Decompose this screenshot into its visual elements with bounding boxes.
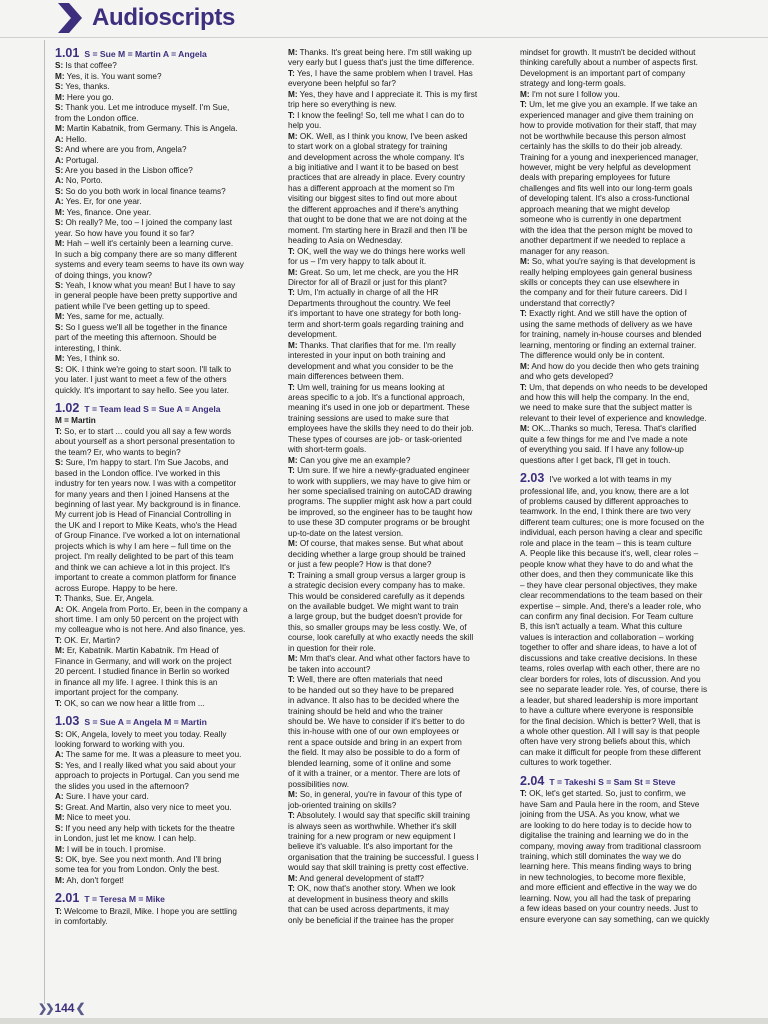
script-line: and development across the whole company. It's [288,152,465,162]
script-line: T: Welcome to Brazil, Mike. I hope you are settling [55,906,237,916]
script-line: how to provide motivation for their staff, that may [520,121,697,131]
track-heading [55,48,277,60]
track-number: 1.03 [55,714,80,729]
script-line: to work with suppliers, we may have to give him or [288,476,471,486]
script-line: development. [288,330,338,340]
script-line: blended learning, some of it online and some [288,758,451,768]
script-line: is always seen as worthwhile. Whether it's skill [288,821,457,831]
script-line: that can be used across departments, it may [288,905,450,915]
script-line: T: OK, let's get started. So, just to confirm, we [520,789,686,799]
script-line: B, this isn't actually a team. What this culture [520,622,683,632]
script-line: T: Um, that depends on who needs to be developed [520,382,708,392]
script-line: this, so smaller groups may be less costly. We, of [288,622,467,632]
chevron-left-icon: ❮ [75,1001,86,1015]
script-line: mindset for growth. It mustn't be decided without [520,48,696,57]
script-line: help you. [288,121,322,131]
script-line: to be handed out so they have to be prepared [288,685,454,695]
script-line: S: If you need any help with tickets for the theatre [55,823,235,833]
script-line: Training for a young and inexperienced manager, [520,152,699,162]
script-line: in advance. It also has to be decided where the [288,696,460,706]
script-line: and who gets developed? [520,372,614,382]
script-line: company, moving away from traditional classroom [520,841,701,851]
script-line: approach to projects in Portugal. Can you send me [55,771,240,781]
script-line: S: Thank you. Let me introduce myself. I'm Sue, [55,103,230,113]
script-line: teams, roles overlap with each other, there are no [520,664,700,674]
script-line: M: Mm that's clear. And what other factors have to [288,654,470,664]
script-line: A: Portugal. [55,155,99,165]
script-line: challenges and fits well into our long-term goals [520,183,693,193]
script-line: together to offer and share ideas, to have a lot of [520,643,697,653]
script-line: and more efficient and effective in the way we do [520,883,697,893]
script-line: M: Can you give me an example? [288,455,411,465]
script-line: using the same methods of delivery as we have [520,319,693,329]
script-line: and think we can achieve a lot in this project. It's [55,562,230,572]
script-line: you later. I just want to meet a few of the others [55,375,227,385]
script-line: a leader, but shared leadership is more important [520,695,698,705]
script-line: people know what they have to do and what the [520,559,693,569]
script-line: for training, namely in-house courses and blended [520,330,702,340]
track-heading [520,473,740,485]
script-line: T: Um sure. If we hire a newly-graduated engineer [288,466,470,476]
script-line: deciding whether a large group should be trained [288,549,466,559]
script-line: year. So how have you found it so far? [55,228,195,238]
script-line: cultures to work together. [520,758,612,768]
script-line: experienced manager and give them training on [520,110,694,120]
script-line: rent a space outside and bring in an expert from [288,737,462,747]
script-line: M: Ah, don't forget! [55,875,124,885]
chevron-right-icon [56,3,82,33]
script-line: T: Well, there are often materials that need [288,675,443,685]
script-line: in comfortably. [55,917,108,927]
script-line: T: Um well, training for us means looking at [288,382,445,392]
script-line: M: Er, Kabatnik. Martin Kabatnik. I'm Head of [55,646,219,656]
script-line: in general people have been pretty supportive and [55,291,238,301]
track-heading [55,893,277,905]
script-line: quite a few things for me and I've made a note [520,434,688,444]
script-line: M: So, what you're saying is that development is [520,257,696,267]
script-line: really helping employees gain general business [520,267,693,277]
script-line: different team cultures; one is more focused on the [520,517,705,527]
script-line: important project for the company. [55,688,179,698]
script-line: the different approaches and if there's anything [288,204,459,214]
script-line: my colleague who is not here. And also finance, yes. [55,625,246,635]
script-line: Development is an important part of company [520,68,686,78]
script-line: on the available budget. We might want to train [288,602,459,612]
page-title: Audioscripts [92,4,236,31]
script-line: learning here. This means finding ways to bring [520,862,692,872]
script-line: we need to make sure that the subject matter is [520,403,693,413]
track-heading [55,716,277,728]
script-line: certainly has the skills to do their job already. [520,142,683,152]
script-line: can confirm any final decision. For Team culture [520,612,694,622]
script-line: or just a few people? How is that done? [288,560,432,570]
text-column-3 [520,48,740,996]
script-line: be improved, so the engineer has to be taught how [288,507,473,517]
track-heading [520,773,740,788]
script-line: have Sam and Paula here in the room, and Steve [520,799,700,809]
script-line: M = Martin [55,416,96,426]
script-line: moment. I'm starting here in Brazil and then I'll be [288,225,468,235]
script-line: digitalise the training and learning we do in the [520,831,689,841]
script-line: systems and every team seems to have its own way [55,260,244,270]
script-line: project. I'm really delighted to be part of this team [55,552,234,562]
script-line: it's important to have one strategy for both long- [288,309,462,319]
script-line: T: Thanks, Sue. Er, Angela. [55,594,155,604]
script-line: learning. Now, you all had the task of preparing [520,893,691,903]
script-line: approach meaning that we might develop [520,204,670,214]
script-line: main differences between them. [288,372,404,382]
script-line: can make it difficult for people from these different [520,747,701,757]
script-line: M: So, in general, you're in favour of this type of [288,790,462,800]
script-line: training, which still dominates the way we do [520,851,682,861]
script-line: training for a new program or new equipment I [288,831,456,841]
script-line: in finance all my life. I agree. I think this is an [55,677,218,687]
script-line: heading to Asia on Wednesday. [288,236,403,246]
script-line: in London, just let me know. I can help. [55,834,197,844]
script-line: the company and for their future careers. Did I [520,288,688,298]
script-line: organisation that the training be successful. I guess I [288,852,479,862]
script-line: beginning of last year. My background is in finance. [55,500,241,510]
script-line: A: Hello. [55,134,87,144]
script-line: questions after I get back, I'll get in touch. [520,455,671,465]
script-line: T: Exactly right. And we still have the option of [520,309,687,319]
script-line: M: Yes, finance. One year. [55,207,152,217]
script-line: Director for all of Brazil or just for this plant? [288,277,447,287]
script-line: Departments throughout the country. We feel [288,298,451,308]
script-line: M: Here you go. [55,92,114,102]
script-line: thinking carefully about a number of aspects first. [520,58,698,68]
script-line: S: Oh really? Me, too – I joined the company last [55,218,233,228]
script-line: S: Is that coffee? [55,61,117,71]
track-cast: S = Sue A = Angela M = Martin [84,717,207,728]
script-line: S: Are you based in the Lisbon office? [55,165,193,175]
script-line: of problems caused by different approaches to [520,497,689,507]
script-line: M: Martin Kabatnik, from Germany. This is Angela. [55,124,238,134]
script-line: This would be considered carefully as it depends [288,591,465,601]
script-line: training should be held and who the trainer [288,706,443,716]
script-line: S: OK, bye. See you next month. And I'll bring [55,854,222,864]
script-line: at development in business theory and skills [288,894,449,904]
script-line: M: OK...Thanks so much, Teresa. That's clarified [520,424,697,434]
script-line: looking forward to working with you. [55,740,185,749]
script-line: I've worked a lot with teams in my [549,475,672,485]
script-line: practices that are already in place. Every country [288,173,466,183]
script-line: across Europe. Happy to be here. [55,583,178,593]
track-number: 1.01 [55,48,80,60]
script-line: 20 percent. I studied finance in Berlin so worked [55,667,230,677]
track-cast: S = Sue M = Martin A = Angela [84,49,207,59]
page-edge-shadow [0,1018,768,1024]
script-line: T: OK. Er, Martin? [55,635,121,645]
script-line: deals with preparing employees for future [520,173,671,183]
text-column-1 [55,48,277,996]
script-line: to start work on a global strategy for training [288,142,448,152]
script-line: T: OK, now that's another story. When we look [288,884,456,894]
script-line: M: Great. So um, let me check, are you the HR [288,267,459,277]
script-line: a big initiative and I want it to be based on best [288,162,459,172]
track-heading [55,400,277,415]
script-line: S: And where are you from, Angela? [55,145,187,155]
script-line: My current job is Head of Financial Controlling in [55,510,232,520]
script-line: The difference would only be in content. [520,351,665,361]
script-line: T: OK, well the way we do things here works well [288,246,466,256]
track-cast: T = Teresa M = Mike [84,894,165,905]
script-line: T: Um, let me give you an example. If we take an [520,100,698,110]
script-line: meaning it's used in one job or department. These [288,403,470,413]
script-line: M: Yes, it is. You want some? [55,71,162,81]
script-line: a large group, but the budget doesn't provide for [288,612,463,622]
script-line: job-oriented training on skills? [288,800,397,810]
script-line: of Group Finance. I've worked a lot on international [55,531,240,541]
track-number: 2.03 [520,471,545,486]
script-line: other does, and then they communicate like this [520,570,694,580]
script-line: M: Hah – well it's certainly been a learning curve. [55,239,234,249]
script-line: discussions and take creative decisions. In these [520,653,698,663]
script-line: part of the meeting this afternoon. Should be [55,333,217,343]
script-line: professional life, and, you know, there are a lot [520,486,689,496]
script-line: another department if we needed to replace a [520,236,686,246]
script-line: employees have the skills they need to do their job. [288,424,474,434]
track-number: 2.01 [55,891,80,906]
script-line: M: Thanks. It's great being here. I'm still waking up [288,48,472,57]
script-line: A: Sure. I have your card. [55,792,149,802]
script-line: M: Yes, they have and I appreciate it. This is my first [288,89,478,99]
script-line: learning, mentoring or finding an external trainer. [520,340,697,350]
script-line: T: Um, I'm actually in charge of all the HR [288,288,439,298]
script-line: a few ideas based on your country needs. Just to [520,904,698,914]
script-line: clear recommendations to the team based on their [520,591,703,601]
script-line: some tea for you from London. Only the best. [55,865,220,875]
script-line: industry for ten years now. I was with a competitor [55,479,237,489]
script-line: A: Yes. Er, for one year. [55,197,142,207]
script-line: M: OK. Well, as I think you know, I've been asked [288,131,468,141]
script-line: relevant to their level of experience and knowledge. [520,413,707,423]
script-line: her some specialised training on autoCAD drawing [288,487,472,497]
script-line: M: I'm not sure I follow you. [520,89,620,99]
page-header [0,0,768,38]
script-line: M: Nice to meet you. [55,813,131,823]
script-line: often have very strong beliefs about this, which [520,737,691,747]
script-line: quickly. It's important to say hello. See you later. [55,385,229,395]
script-line: from the London office. [55,113,139,123]
script-line: role and place in the team – this is team culture [520,538,692,548]
track-cast: T = Takeshi S = Sam St = Steve [549,776,676,787]
script-line: in question for their role. [288,643,376,653]
script-line: with short-term goals. [288,445,367,455]
script-line: short time. I am only 50 percent on the project with [55,615,239,625]
script-line: M: Yes, same for me, actually. [55,312,165,322]
script-line: believe it's valuable. It's also important for the [288,842,453,852]
script-line: values is interaction and collaboration – working [520,632,694,642]
script-line: S: Yes, thanks. [55,82,110,92]
script-line: trip here so everything is new. [288,100,397,110]
script-line: up-to-date on the latest version. [288,528,404,538]
script-line: that ought to be done that we are not doing at the [288,215,467,225]
script-line: would say that skill training is pretty cost effective. [288,863,469,873]
script-line: S: Great. And Martin, also very nice to meet you. [55,802,232,812]
script-line: development and what you consider to be the [288,361,454,371]
page-margin-line [44,40,45,1004]
script-line: only be beneficial if the trainee has the proper [288,915,454,925]
script-line: strategy and long-term goals. [520,79,627,89]
script-line: joining from the USA. As you know, what we [520,810,680,820]
script-line: a strategic decision every company has to make. [288,581,466,591]
script-line: patient while I've been getting up to speed. [55,301,210,311]
script-line: with the idea that the person might be moved to [520,225,693,235]
script-line: expertise – simple. And, there's a leader role, who [520,601,701,611]
page-footer [38,1000,86,1016]
track-cast: T = Team lead S = Sue A = Angela [84,403,221,414]
script-line: In such a big company there are so many different [55,249,237,259]
double-chevron-icon: ❯❯ [38,1002,53,1015]
script-line: T: OK, so can we now hear a little from ... [55,698,205,708]
script-line: in new technologies, to become more flexible, [520,872,686,882]
script-line: S: Yes, and I really liked what you said about your [55,760,236,770]
script-line: A: The same for me. It was a pleasure to meet you. [55,750,242,760]
script-line: for many years and then I joined Hansens at the [55,489,230,499]
script-line: areas specific to a job. It's a functional approach, [288,392,465,402]
script-line: the field. It may also be possible to do a form of [288,748,460,758]
script-line: T: Training a small group versus a larger group is [288,570,466,580]
script-line: S: Sure, I'm happy to start. I'm Sue Jacobs, and [55,458,229,468]
script-line: S: So do you both work in local finance teams? [55,186,226,196]
script-line: be taken into account? [288,664,371,674]
script-line: everyone been helpful so far? [288,79,396,89]
script-line: T: I know the feeling! So, tell me what I can do to [288,110,465,120]
script-line: M: Of course, that makes sense. But what about [288,539,464,549]
script-line: projects which is why I am here – full time on the [55,541,232,551]
script-line: important to create a common platform for finance [55,573,237,583]
script-line: based in the London office. I've worked in this [55,468,221,478]
script-line: however, might be very helpful as development [520,162,691,172]
script-line: teamwork. In the end, I think there are two very [520,507,691,517]
track-number: 1.02 [55,400,80,415]
script-line: manager for any reason. [520,246,610,256]
script-line: A: OK. Angela from Porto. Er, been in the company a [55,604,248,614]
script-line: A. People like this because it's, well, clear roles – [520,549,699,559]
script-line: a whole other question. All I will say is that people [520,727,700,736]
script-line: of everything you said. If I have any follow-up [520,445,684,455]
script-line: term and short-term goals regarding training and [288,319,464,329]
script-line: of doing things, you know? [55,270,152,280]
script-line: not be worthwhile because this person almost [520,131,686,141]
script-line: M: Thanks. That clarifies that for me. I'm really [288,340,456,350]
script-line: about yourself as a short personal presentation to [55,437,235,447]
script-line: possibilities now. [288,779,349,789]
script-line: These types of courses are job- or task-oriented [288,434,462,444]
script-line: ensure everyone can say something, can we quickly [520,914,710,924]
script-line: programs. The supplier might ask how a part could [288,497,472,507]
script-line: M: And general development of staff? [288,873,424,883]
script-line: training sessions are used to make sure that [288,413,449,423]
track-number: 2.04 [520,773,545,788]
script-line: M: I will be in touch. I promise. [55,844,166,854]
script-line: skills or concepts they can use elsewhere in [520,277,680,287]
script-line: to have a culture where everyone is responsible [520,706,694,716]
script-line: S: OK, Angela, lovely to meet you today. Really [55,729,227,739]
script-line: are looking to do here today is to decide how to [520,820,692,830]
script-line: understand that correctly? [520,298,615,308]
script-line: the team? Er, who wants to begin? [55,447,181,457]
script-line: the UK and I report to Mike Keats, who's the Head [55,520,237,530]
script-line: this in-house with one of our own employees or [288,727,460,737]
script-line: Finance in Germany, and will work on the project [55,656,232,666]
script-line: the slides you used in the afternoon? [55,781,189,791]
script-line: – they have clear personal objectives, they make [520,580,698,590]
script-line: of it with a trainer, or a mentor. There are lots of [288,769,460,779]
script-line: interested in your input on both training and [288,351,446,361]
script-line: S: So I guess we'll all be together in the finance [55,322,228,332]
script-line: has a different approach at the moment so I'm [288,183,455,193]
script-line: should be. We have to consider if it's better to do [288,717,465,726]
script-line: for us – I'm very happy to talk about it. [288,257,427,267]
script-line: T: So, er to start ... could you all say a few words [55,426,232,436]
script-line: M: Yes, I think so. [55,354,120,364]
page-number: 144 [54,1001,75,1015]
script-line: interesting, I think. [55,343,122,353]
script-line: visiting our biggest sites to find out more about [288,194,457,204]
script-line: clear borders for roles, lots of discussion. And you [520,674,701,684]
script-line: and how this will help the company. In the end, [520,392,690,402]
script-line: course, look carefully at who exactly needs the skill [288,633,474,643]
script-line: T: Yes, I have the same problem when I travel. Has [288,68,473,78]
script-line: very early but I guess that's just the time difference. [288,58,475,68]
script-line: to use these 3D computer programs or be brought [288,518,470,528]
script-line: see no separate leader role. Yes, of course, there is [520,685,708,695]
script-line: A: No, Porto. [55,176,103,186]
script-line: of developing talent. It's also a cross-functional [520,194,690,204]
script-line: S: Yeah, I know what you mean! But I have to say [55,280,236,290]
script-line: individual, each person having a clear and specific [520,528,703,538]
script-line: M: And how do you decide then who gets training [520,361,699,371]
text-column-2 [288,48,510,996]
script-line: someone who is currently in one department [520,215,682,225]
script-line: for the final decision. Which is better? Well, that is [520,716,701,726]
script-line: S: OK. I think we're going to start soon. I'll talk to [55,364,232,374]
script-line: T: Absolutely. I would say that specific skill training [288,811,470,821]
